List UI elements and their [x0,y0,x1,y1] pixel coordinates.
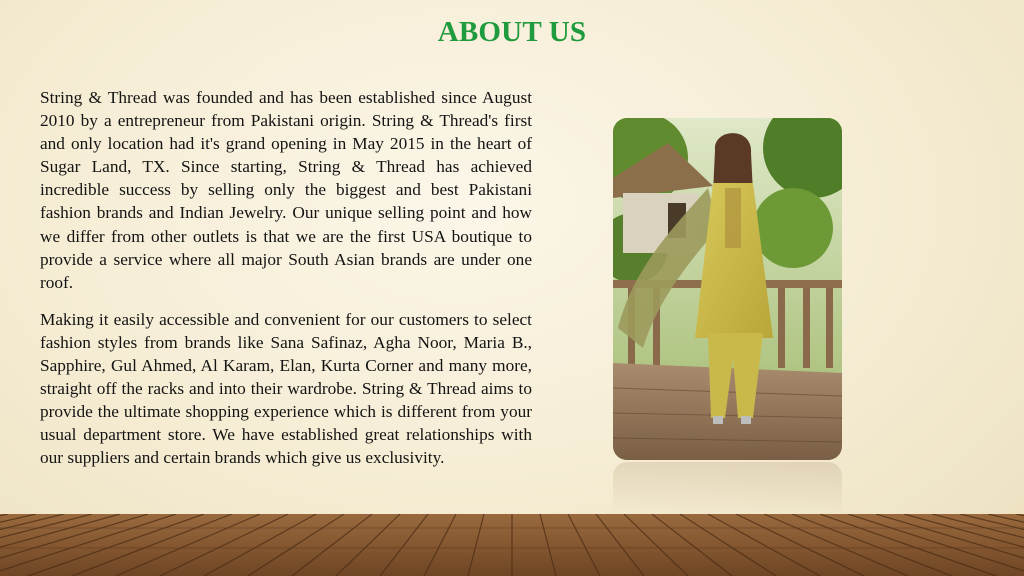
photo-reflection [613,462,842,514]
page-title: ABOUT US [437,16,587,48]
model-photo [613,118,842,460]
about-text [40,86,532,484]
wood-floor [0,514,1024,576]
about-paragraph-2: Making it easily accessible and convenient for our customers to select fashion styles from brands like Sana Safinaz, Agha Noor, Maria B., Sapphire, Gul Ahmed, Al Karam, Elan, Kurta Corner and many more, straight off the racks and into their wardrobe. String & Thread aims to provide the ultimate shopping experience which is different from your usual department store. We have established great relationships with our suppliers and certain brands which give us exclusivity. [40,309,532,468]
about-paragraph-1: String & Thread was founded and has been established since August 2010 by a entrepreneur from Pakistani origin. String & Thread's first and only location had it's grand opening in May 2015 in the heart of Sugar Land, TX. Since starting, String & Thread has achieved incredible success by selling only the biggest and best Pakistani fashion brands and Indian Jewelry. Our unique selling point and how we differ from other outlets is that we are the first USA boutique to provide a service where all major South Asian brands are under one roof. [40,88,532,292]
